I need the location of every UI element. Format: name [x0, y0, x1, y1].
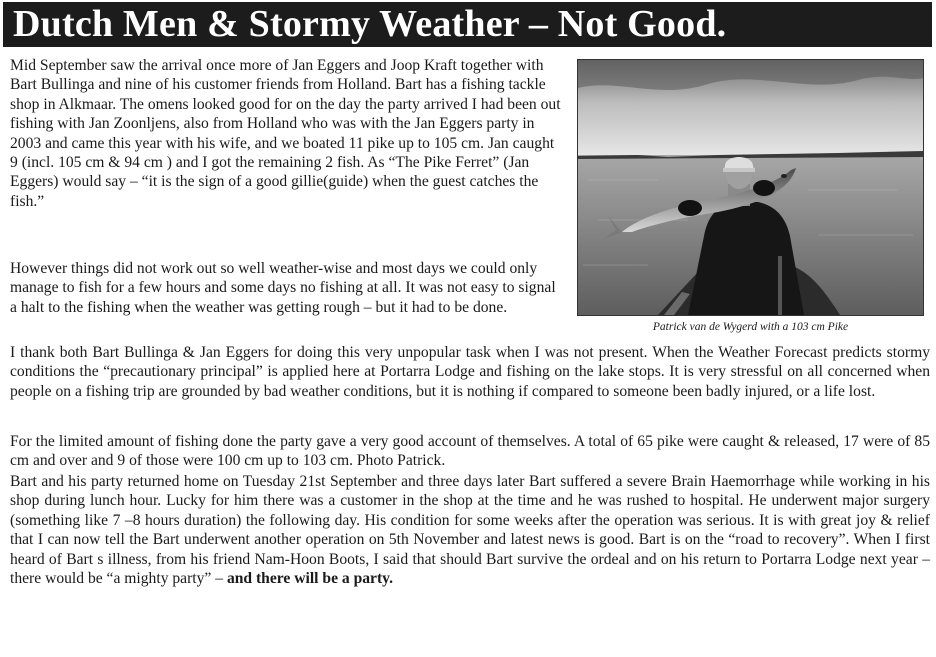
article-paragraph-weather: However things did not work out so well weather-wise and most days we could only manage to fish for a few hours and some days no fishing at all. It was not easy to signal a halt to the fishing when the weather was getting rough – but it had to be done.: [10, 260, 556, 316]
article-paragraph-intro: Mid September saw the arrival once more of Jan Eggers and Joop Kraft together with Bart Bullinga and nine of his customer friends from Holland. Bart has a fishing tackle shop in Alkmaar. The omens looked good for on the day the party arrived I had been out fishing with Jan Zoonljens, also from Holland who was with the Jan Eggers party in 2003 and came this year with his wife, and we boated 11 pike up to 105 cm. Jan caught 9 (incl. 105 cm & 94 cm ) and I got the remaining 2 fish. As “The Pike Ferret” (Jan Eggers) would say – “it is the sign of a good gillie(guide) when the guest catches the fish.”: [10, 57, 561, 210]
news-text: Bart and his party returned home on Tuesday 21st September and three days later Bart suffered a severe Brain Haemorrhage while working in his shop during lunch hour. Lucky for him there was a customer in the shop at the time and he was rushed to hospital. He underwent major surgery (something like 7 –8 hours duration) the following day. His condition for some weeks after the operation was serious. It is with great joy & relief that I can now tell the Bart underwent another operation on 5th November and latest news is good. Bart is on the “road to recovery”. When I first heard of Bart s illness, from his friend Nam-Hoon Boots, I said that should Bart survive the ordeal and on his return to Portarra Lodge next year – there would be “a mighty party” –: [10, 473, 930, 588]
headline-bar: [3, 2, 932, 47]
article-paragraph-news: [10, 472, 930, 588]
article-paragraph-thanks: I thank both Bart Bullinga & Jan Eggers for doing this very unpopular task when I was not present. When the Weather Forecast predicts stormy conditions the “precautionary principal” is applied here at Portarra Lodge and fishing on the lake stops. It is very stressful on all concerned when people on a fishing trip are grounded by bad weather conditions, but it is nothing if compared to someone been badly injured, or a life lost.: [10, 344, 930, 400]
article-headline: Dutch Men & Stormy Weather – Not Good.: [13, 3, 727, 45]
news-closing-bold: and there will be a party.: [226, 570, 394, 588]
article-paragraph-results: For the limited amount of fishing done the party gave a very good account of themselves. A total of 65 pike were caught & released, 17 were of 85 cm and over and 9 of those were 100 cm up to 103 cm. Photo Patrick.: [10, 433, 930, 470]
photo-caption: Patrick van de Wygerd with a 103 cm Pike: [652, 321, 849, 333]
article-photo: [577, 59, 924, 316]
angler-with-pike-photo: [578, 60, 923, 315]
